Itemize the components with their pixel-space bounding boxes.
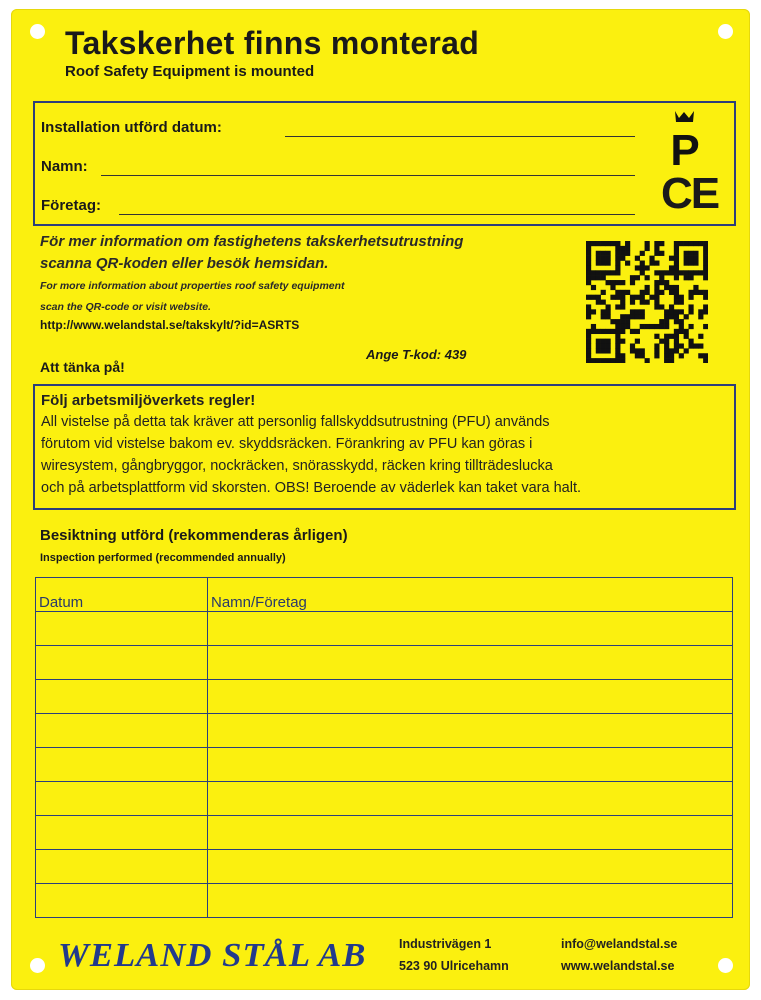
date-cell[interactable] <box>36 782 208 816</box>
table-row <box>36 714 733 748</box>
inspection-title: Besiktning utförd (rekommenderas årligen) <box>40 527 348 544</box>
info-sv-line2: scanna QR-koden eller besök hemsidan. <box>40 255 329 272</box>
table-row <box>36 884 733 918</box>
notice-heading: Att tänka på! <box>40 359 125 375</box>
name-cell[interactable] <box>208 782 733 816</box>
mount-hole <box>30 24 45 39</box>
contact-email[interactable]: info@welandstal.se <box>561 937 678 951</box>
mount-hole <box>718 958 733 973</box>
address-line1: Industrivägen 1 <box>399 937 492 951</box>
table-row <box>36 816 733 850</box>
date-cell[interactable] <box>36 748 208 782</box>
info-en-line2: scan the QR-code or visit website. <box>40 301 211 313</box>
contact-website[interactable]: www.welandstal.se <box>561 959 675 973</box>
mount-hole <box>30 958 45 973</box>
name-label: Namn: <box>41 158 88 175</box>
name-cell[interactable] <box>208 884 733 918</box>
date-field[interactable] <box>285 136 635 137</box>
rules-line: och på arbetsplattform vid skorsten. OBS! Beroende av väderlek kan taket vara halt. <box>41 480 582 496</box>
name-field[interactable] <box>101 175 635 176</box>
table-row <box>36 680 733 714</box>
svg-text:P: P <box>670 126 700 169</box>
name-cell[interactable] <box>208 680 733 714</box>
qr-code-icon <box>586 241 708 363</box>
inspection-table <box>35 577 733 918</box>
name-cell[interactable] <box>208 612 733 646</box>
weland-stal-logo: WELAND STÅL AB <box>57 937 367 974</box>
date-cell[interactable] <box>36 680 208 714</box>
date-cell[interactable] <box>36 816 208 850</box>
sign-subtitle: Roof Safety Equipment is mounted <box>65 63 315 80</box>
info-en-line1: For more information about properties roof safety equipment <box>40 280 345 292</box>
date-cell[interactable] <box>36 884 208 918</box>
date-label: Installation utförd datum: <box>41 119 222 136</box>
date-cell[interactable] <box>36 850 208 884</box>
name-cell[interactable] <box>208 748 733 782</box>
name-cell[interactable] <box>208 816 733 850</box>
company-label: Företag: <box>41 197 101 214</box>
info-sv-line1: För mer information om fastighetens takskerhetsutrustning <box>40 233 464 250</box>
column-header-name: Namn/Företag <box>208 578 733 612</box>
rules-line: All vistelse på detta tak kräver att personlig fallskyddsutrustning (PFU) används <box>41 414 550 430</box>
table-row <box>36 748 733 782</box>
rules-line: wiresystem, gångbryggor, nockräcken, snörasskydd, räcken kring tillträdeslucka <box>41 458 553 474</box>
sign-title: Takskerhet finns monterad <box>65 25 480 61</box>
inspection-subtitle: Inspection performed (recommended annually) <box>40 552 286 564</box>
name-cell[interactable] <box>208 714 733 748</box>
date-cell[interactable] <box>36 714 208 748</box>
mount-hole <box>718 24 733 39</box>
info-url[interactable]: http://www.welandstal.se/takskylt/?id=ASRTS <box>40 318 300 332</box>
column-header-date: Datum <box>36 578 208 612</box>
company-field[interactable] <box>119 214 635 215</box>
rules-box <box>33 384 736 510</box>
p-certification-icon <box>667 109 703 169</box>
ce-mark: CE <box>661 169 719 218</box>
rules-line: förutom vid vistelse bakom ev. skyddsräcken. Förankring av PFU kan göras i <box>41 436 533 452</box>
address-line2: 523 90 Ulricehamn <box>399 959 509 973</box>
table-row <box>36 646 733 680</box>
rules-title: Följ arbetsmiljöverkets regler! <box>41 392 256 409</box>
name-cell[interactable] <box>208 646 733 680</box>
name-cell[interactable] <box>208 850 733 884</box>
table-row <box>36 782 733 816</box>
date-cell[interactable] <box>36 646 208 680</box>
safety-sign <box>11 9 750 990</box>
date-cell[interactable] <box>36 612 208 646</box>
table-row <box>36 850 733 884</box>
installation-form <box>33 101 736 226</box>
table-row <box>36 612 733 646</box>
table-header-row <box>36 578 733 612</box>
t-code: Ange T-kod: 439 <box>366 347 467 362</box>
